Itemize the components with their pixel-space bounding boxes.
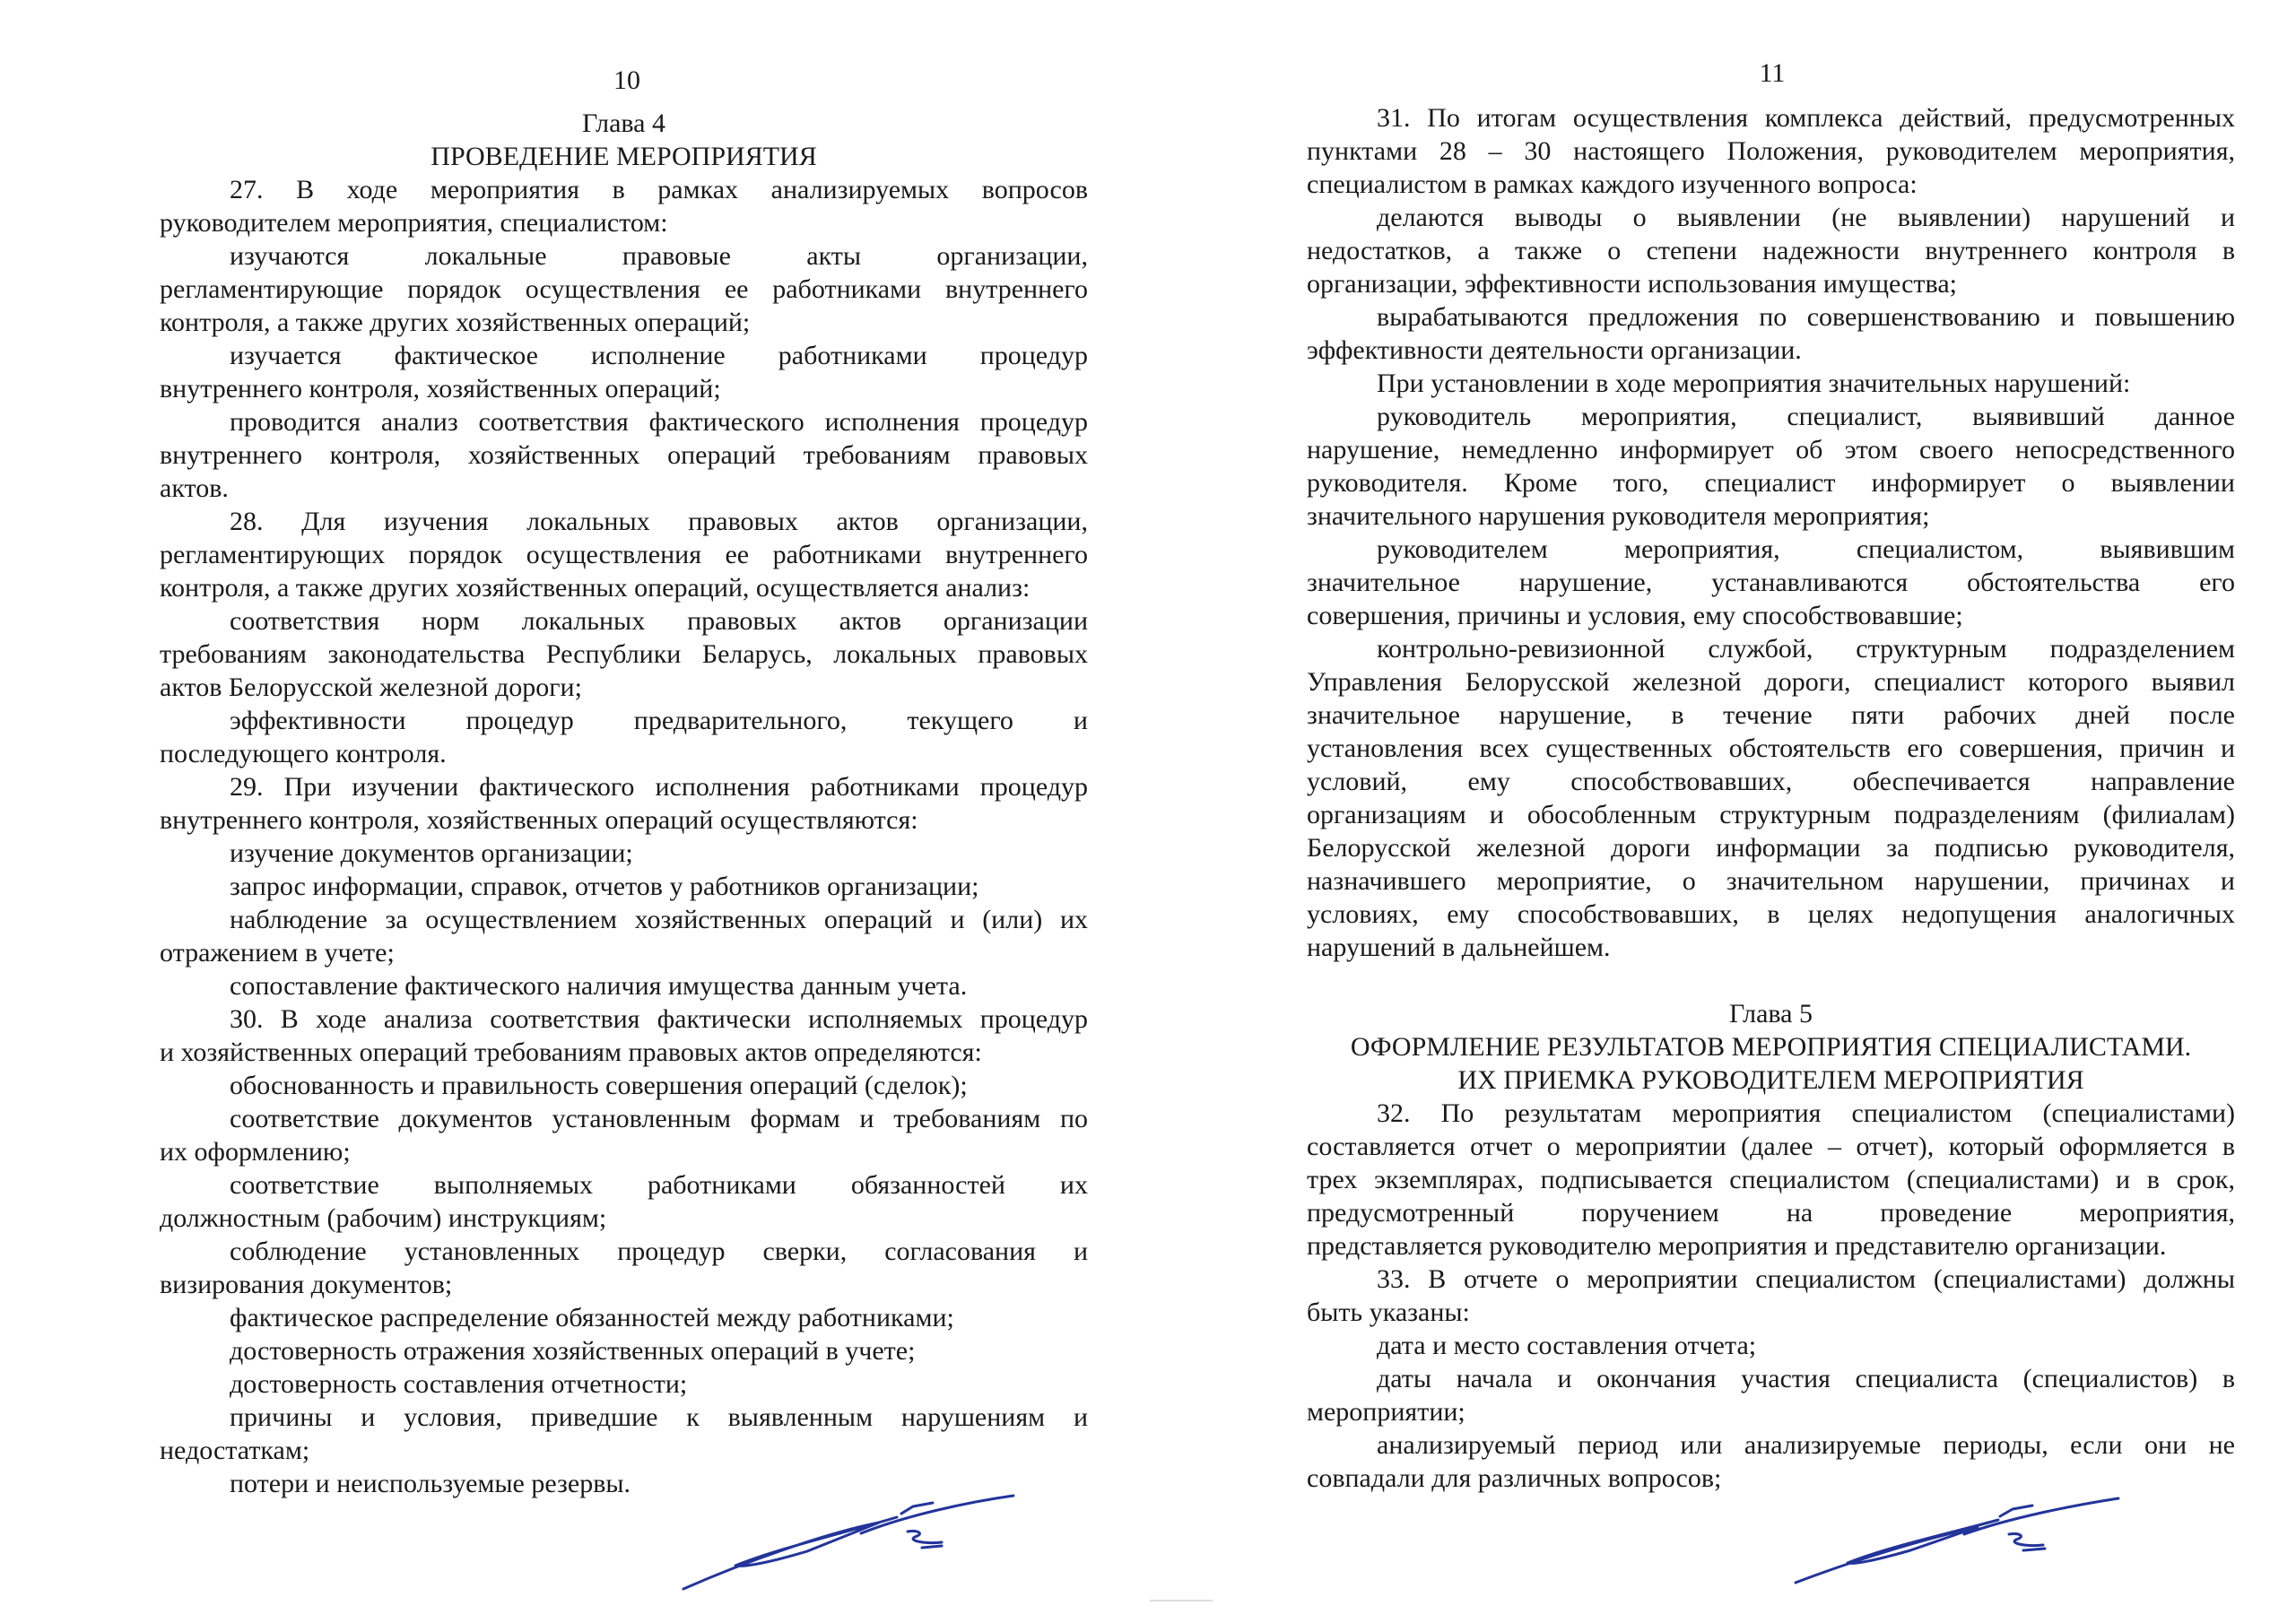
text-line: делаются выводы о выявлении (не выявлении) нарушений и — [1377, 203, 2235, 232]
text-line: значительное нарушение, устанавливаются обстоятельства его — [1307, 568, 2235, 597]
text-line: контрольно-ревизионной службой, структурным подразделением — [1377, 634, 2235, 664]
page-number: 11 — [1759, 58, 1786, 88]
page-divider — [1150, 1600, 1213, 1601]
text-line: составляется отчет о мероприятии (далее – отчет), который оформляется в — [1307, 1132, 2235, 1161]
text-line: обоснованность и правильность совершения операций (сделок); — [230, 1071, 968, 1100]
text-line: проводится анализ соответствия фактического исполнения процедур — [230, 407, 1088, 437]
text-line: руководителя. Кроме того, специалист информирует о выявлении — [1307, 468, 2235, 498]
heading-line: ИХ ПРИЕМКА РУКОВОДИТЕЛЕМ МЕРОПРИЯТИЯ — [1457, 1065, 2084, 1095]
text-line: эффективности деятельности организации. — [1307, 335, 1802, 365]
text-line: визирования документов; — [160, 1270, 453, 1299]
text-line: должностным (рабочим) инструкциям; — [160, 1203, 607, 1233]
text-line: и хозяйственных операций требованиям правовых актов определяются: — [160, 1037, 982, 1067]
text-line: соблюдение установленных процедур сверки, согласования и — [230, 1237, 1088, 1266]
text-line: 31. По итогам осуществления комплекса действий, предусмотренных — [1377, 103, 2235, 133]
text-line: фактическое распределение обязанностей между работниками; — [230, 1303, 954, 1332]
text-line: отражением в учете; — [160, 938, 395, 968]
text-line: 27. В ходе мероприятия в рамках анализируемых вопросов — [230, 175, 1088, 204]
text-line: эффективности процедур предварительного, текущего и — [230, 706, 1088, 735]
text-line: сопоставление фактического наличия имущества данным учета. — [230, 971, 968, 1001]
signature-stroke — [901, 1503, 942, 1543]
text-line: соответствия норм локальных правовых актов организации — [230, 606, 1088, 636]
text-line: контроля, а также других хозяйственных операций, осуществляется анализ: — [160, 573, 1031, 603]
text-line: специалистом в рамках каждого изученного вопроса: — [1307, 169, 1918, 199]
text-line: Белорусской железной дороги информации за подписью руководителя, — [1307, 833, 2235, 863]
text-line: 29. При изучении фактического исполнения работниками процедур — [230, 772, 1088, 802]
text-line: значительное нарушение, в течение пяти рабочих дней после — [1307, 700, 2235, 730]
text-line: быть указаны: — [1307, 1298, 1470, 1327]
text-line: совпадали для различных вопросов; — [1307, 1463, 1722, 1493]
text-line: регламентирующие порядок осуществления ее работниками внутреннего — [160, 274, 1088, 304]
text-line: достоверность отражения хозяйственных операций в учете; — [230, 1336, 916, 1366]
text-line: актов. — [160, 473, 229, 503]
text-line: внутреннего контроля, хозяйственных операций; — [160, 374, 721, 404]
signature-stroke — [2000, 1506, 2043, 1546]
signature-stroke — [683, 1517, 897, 1589]
text-line: пунктами 28 – 30 настоящего Положения, руководителем мероприятия, — [1307, 136, 2235, 166]
text-line: достоверность составления отчетности; — [230, 1369, 688, 1399]
text-line: 30. В ходе анализа соответствия фактически исполняемых процедур — [230, 1004, 1088, 1034]
text-line: руководитель мероприятия, специалист, выявивший данное — [1377, 402, 2235, 431]
text-line: внутреннего контроля, хозяйственных операций требованиям правовых — [160, 440, 1088, 470]
text-line: установления всех существенных обстоятельств его совершения, причин и — [1307, 733, 2235, 763]
signature-stroke — [861, 1496, 1013, 1533]
text-line: условий, ему способствовавших, обеспечивается направление — [1307, 767, 2235, 796]
text-line: руководителем мероприятия, специалистом: — [160, 208, 668, 238]
text-line: 32. По результатам мероприятия специалистом (специалистами) — [1377, 1098, 2235, 1128]
heading-line: ОФОРМЛЕНИЕ РЕЗУЛЬТАТОВ МЕРОПРИЯТИЯ СПЕЦИАЛИСТАМИ. — [1350, 1032, 2192, 1062]
signature-right — [1785, 1484, 2135, 1592]
signature-stroke — [1964, 1498, 2118, 1534]
text-line: организациям и обособленным структурным подразделениям (филиалам) — [1307, 800, 2235, 829]
page-number: 10 — [613, 65, 640, 95]
heading-line: Глава 5 — [1729, 999, 1813, 1028]
text-line: анализируемый период или анализируемые периоды, если они не — [1377, 1430, 2235, 1460]
text-line: изучаются локальные правовые акты организации, — [230, 241, 1088, 271]
text-line: вырабатываются предложения по совершенствованию и повышению — [1377, 302, 2235, 332]
text-line: При установлении в ходе мероприятия значительных нарушений: — [1377, 369, 2131, 398]
text-line: соответствие выполняемых работниками обязанностей их — [230, 1170, 1088, 1200]
text-line: совершения, причины и условия, ему способствовавшие; — [1307, 601, 1963, 630]
text-line: руководителем мероприятия, специалистом, выявившим — [1377, 534, 2235, 564]
text-line: наблюдение за осуществлением хозяйственных операций и (или) их — [230, 905, 1088, 934]
text-line: предусмотренный поручением на проведение мероприятия, — [1307, 1198, 2235, 1228]
text-line: потери и неиспользуемые резервы. — [230, 1469, 631, 1498]
document-page-11 — [1307, 101, 2235, 1495]
text-line: соответствие документов установленным формам и требованиям по — [230, 1104, 1088, 1133]
text-line: требованиям законодательства Республики Беларусь, локальных правовых — [160, 639, 1088, 669]
text-line: 28. Для изучения локальных правовых актов организации, — [230, 507, 1088, 536]
text-line: недостатков, а также о степени надежности внутреннего контроля в — [1307, 236, 2235, 265]
text-line: актов Белорусской железной дороги; — [160, 673, 582, 702]
heading-line: ПРОВЕДЕНИЕ МЕРОПРИЯТИЯ — [430, 142, 817, 171]
text-line: значительного нарушения руководителя мероприятия; — [1307, 501, 1930, 531]
text-line: назначившего мероприятие, о значительном нарушении, причинах и — [1307, 866, 2235, 896]
text-line: изучается фактическое исполнение работниками процедур — [230, 341, 1088, 370]
heading-line: Глава 4 — [582, 108, 665, 138]
document-page-10 — [160, 107, 1088, 1500]
text-line: дата и место составления отчета; — [1377, 1331, 1757, 1360]
text-line: мероприятии; — [1307, 1397, 1465, 1427]
text-line: условиях, ему способствовавших, в целях недопущения аналогичных — [1307, 899, 2235, 929]
text-line: изучение документов организации; — [230, 838, 633, 868]
text-line: даты начала и окончания участия специалиста (специалистов) в — [1377, 1364, 2235, 1393]
text-line: Управления Белорусской железной дороги, специалист которого выявил — [1307, 667, 2235, 697]
text-line: недостаткам; — [160, 1436, 310, 1465]
text-line: представляется руководителю мероприятия и представителю организации. — [1307, 1231, 2167, 1261]
signature-stroke — [922, 1546, 942, 1548]
text-line: запрос информации, справок, отчетов у работников организации; — [230, 872, 979, 901]
text-line: регламентирующих порядок осуществления ее работниками внутреннего — [160, 540, 1088, 569]
text-line: причины и условия, приведшие к выявленным нарушениям и — [230, 1402, 1088, 1432]
text-line: организации, эффективности использования имущества; — [1307, 269, 1957, 299]
text-line: их оформлению; — [160, 1137, 351, 1167]
text-line: внутреннего контроля, хозяйственных операций осуществляются: — [160, 805, 918, 835]
signature-stroke — [2023, 1549, 2045, 1550]
signature-stroke — [1796, 1520, 1998, 1583]
text-line: нарушение, немедленно информирует об этом своего непосредственного — [1307, 435, 2235, 464]
text-line: последующего контроля. — [160, 739, 447, 768]
text-line: 33. В отчете о мероприятии специалистом (специалистами) должны — [1377, 1264, 2235, 1294]
signature-left — [673, 1480, 1031, 1596]
text-line: трех экземплярах, подписывается специалистом (специалистами) и в срок, — [1307, 1165, 2235, 1194]
text-line: контроля, а также других хозяйственных операций; — [160, 308, 751, 337]
blank-line — [1307, 964, 2235, 997]
text-line: нарушений в дальнейшем. — [1307, 933, 1611, 962]
